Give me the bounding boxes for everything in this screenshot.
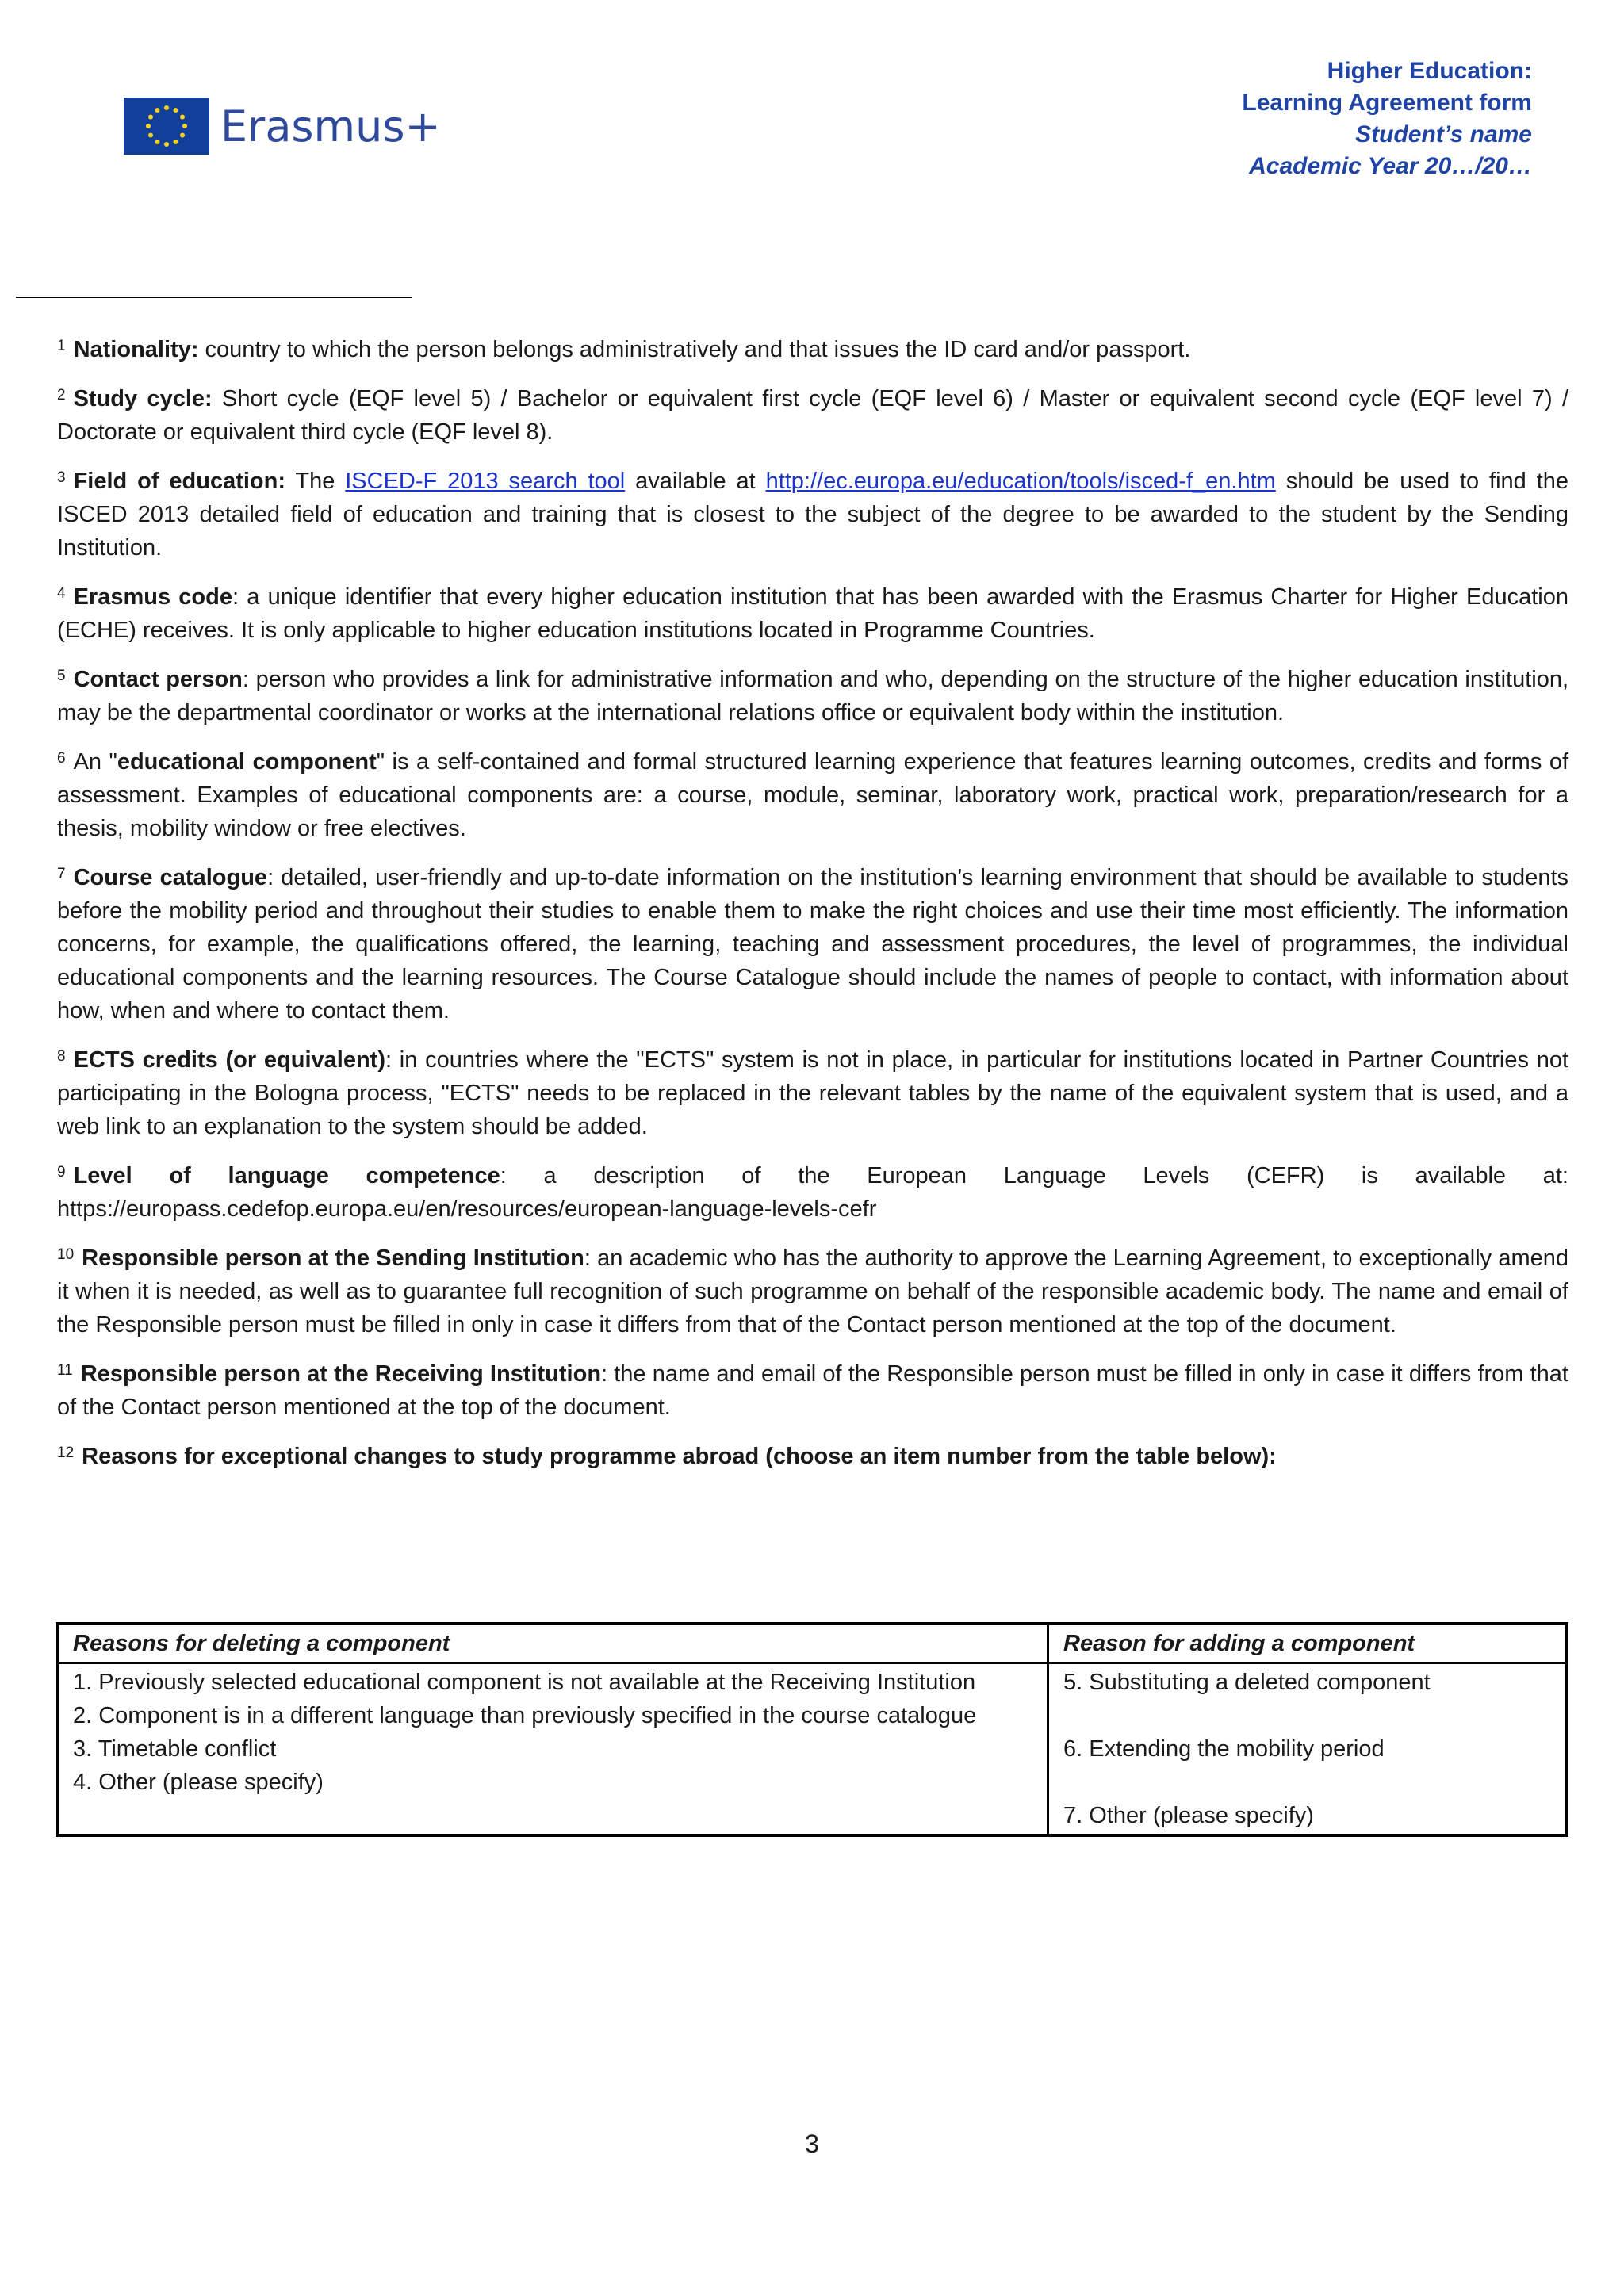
- footnote-12: [57, 1440, 1568, 1473]
- footnote-term: Responsible person at the Receiving Institution: [80, 1361, 602, 1387]
- footnote-text: country to which the person belongs administratively and that issues the ID card and/or passport.: [198, 337, 1191, 362]
- footnote-text: : an academic who has the authority to approve the Learning Agreement, to exceptionally amend it when it is needed, as well as to guarantee full recognition of such programme on behalf of the responsible academic body. The name and email of the Responsible person must be filled in only in case it differs from that of the Contact person mentioned at the top of the document.: [57, 1246, 1568, 1337]
- footnote-2: [57, 382, 1568, 449]
- footnote-number: 8: [57, 1048, 66, 1065]
- list-item: 5. Substituting a deleted component: [1063, 1670, 1431, 1695]
- header-academic-year: Academic Year 20…/20…: [1249, 153, 1532, 179]
- header-title: Higher Education:: [1327, 58, 1532, 84]
- footnote-term: Study cycle:: [73, 386, 213, 411]
- footnote-number: 9: [57, 1164, 66, 1181]
- footnote-term: Field of education:: [73, 469, 286, 494]
- list-item: 2. Component is in a different language than previously specified in the course catalogue: [73, 1703, 977, 1728]
- footnote-number: 5: [57, 668, 66, 684]
- footnote-term: Level of language competence: [73, 1163, 500, 1188]
- footnote-6: [57, 745, 1568, 845]
- header-add-reasons: Reason for adding a component: [1048, 1624, 1568, 1663]
- footnote-number: 11: [57, 1362, 73, 1379]
- footnote-text: : the name and email of the Responsible person must be filled in only in case it differs from that of the Contact person mentioned at the top of the document.: [57, 1361, 1568, 1420]
- footnote-term: Reasons for exceptional changes to study programme abroad (choose an item number from the table below):: [82, 1444, 1277, 1469]
- header-student-name: Student’s name: [1355, 121, 1532, 147]
- footnote-text: The: [285, 469, 346, 494]
- footnote-4: [57, 580, 1568, 647]
- list-item: 6. Extending the mobility period: [1063, 1736, 1385, 1762]
- footnote-9: [57, 1159, 1568, 1226]
- footnote-separator: [16, 297, 412, 298]
- footnote-10: [57, 1242, 1568, 1341]
- footnote-5: [57, 663, 1568, 729]
- delete-reasons-cell: [57, 1663, 1048, 1836]
- list-item: 7. Other (please specify): [1063, 1803, 1314, 1828]
- reasons-table: [56, 1622, 1568, 1837]
- footnote-1: [57, 333, 1568, 366]
- header-delete-reasons: Reasons for deleting a component: [57, 1624, 1048, 1663]
- footnote-text: : detailed, user-friendly and up-to-date information on the institution’s learning environment that should be available to students before the mobility period and throughout their studies to enable them to make the right choices and use their time most efficiently. The information concerns, for example, the qualifications offered, the learning, teaching and assessment procedures, the level of programmes, the individual educational components and the learning resources. The Course Catalogue should include the names of people to contact, with information about how, when and where to contact them.: [57, 865, 1569, 1024]
- list-item: 3. Timetable conflict: [73, 1736, 277, 1762]
- list-item: 4. Other (please specify): [73, 1770, 324, 1795]
- footnote-7: [57, 861, 1568, 1027]
- footnote-text: Short cycle (EQF level 5) / Bachelor or equivalent first cycle (EQF level 6) / Master or equivalent second cycle (EQF level 7) / Doctorate or equivalent third cycle (EQF level 8).: [57, 386, 1569, 445]
- list-item: 1. Previously selected educational component is not available at the Receiving Institution: [73, 1670, 976, 1695]
- footnote-term: Course catalogue: [73, 865, 268, 890]
- table-row: [57, 1663, 1567, 1836]
- document-header: [1242, 55, 1532, 182]
- header-subtitle: Learning Agreement form: [1242, 90, 1532, 116]
- erasmus-logo: [124, 97, 441, 155]
- table-header-row: [57, 1624, 1567, 1663]
- footnote-11: [57, 1357, 1568, 1424]
- footnote-text: : a unique identifier that every higher education institution that has been awarded with the Erasmus Charter for Higher Education (ECHE) receives. It is only applicable to higher education institutions located in Programme Countries.: [57, 584, 1568, 643]
- footnote-8: [57, 1043, 1568, 1143]
- footnote-text: An ": [73, 749, 117, 775]
- footnote-3: [57, 465, 1568, 564]
- footnote-text: available at: [625, 469, 766, 494]
- spacer: [1063, 1699, 1551, 1732]
- footnote-number: 2: [57, 387, 66, 404]
- footnote-text: " is a self-contained and formal structured learning experience that features learning outcomes, credits and forms of assessment. Examples of educational components are: a course, module, seminar, laboratory work, practical work, preparation/research for a thesis, mobility window or free electives.: [57, 749, 1568, 841]
- footnote-text: : person who provides a link for administrative information and who, depending on the structure of the higher education institution, may be the departmental coordinator or works at the international relations office or equivalent body within the institution.: [57, 667, 1569, 725]
- footnote-number: 4: [57, 585, 66, 602]
- footnote-number: 6: [57, 750, 66, 767]
- footnote-term: ECTS credits (or equivalent): [73, 1047, 385, 1073]
- footnotes: [57, 333, 1568, 1489]
- footnote-text: : in countries where the "ECTS" system is not in place, in particular for institutions located in Partner Countries not participating in the Bologna process, "ECTS" needs to be replaced in the relevant tables by the name of the equivalent system that is used, and a web link to an explanation to the system should be added.: [57, 1047, 1569, 1139]
- footnote-number: 3: [57, 469, 66, 486]
- isced-url-link[interactable]: http://ec.europa.eu/education/tools/isced-f_en.htm: [765, 469, 1276, 494]
- page-number: 3: [805, 2130, 819, 2158]
- footnote-term: Erasmus code: [73, 584, 232, 610]
- spacer: [1063, 1766, 1551, 1799]
- footnote-term: Contact person: [73, 667, 243, 692]
- footnote-term: Responsible person at the Sending Institution: [82, 1246, 584, 1271]
- isced-search-tool-link[interactable]: ISCED-F 2013 search tool: [345, 469, 626, 494]
- footnote-text: should be used to find the ISCED 2013 detailed field of education and training that is closest to the subject of the degree to be awarded to the student by the Sending Institution.: [57, 469, 1569, 561]
- footnote-term: Nationality:: [73, 337, 199, 362]
- footnote-number: 1: [57, 338, 66, 354]
- logo-wordmark: Erasmus+: [220, 101, 441, 151]
- footnote-term: educational component: [117, 749, 377, 775]
- footnote-number: 10: [57, 1246, 75, 1263]
- footnote-number: 12: [57, 1445, 75, 1461]
- add-reasons-cell: [1048, 1663, 1568, 1836]
- footnote-number: 7: [57, 866, 66, 882]
- eu-flag-icon: [124, 98, 209, 155]
- footnote-text: : a description of the European Language Levels (CEFR) is available at: https://europass.cedefop.europa.eu/en/resources/european-language-levels-cefr: [57, 1163, 1568, 1222]
